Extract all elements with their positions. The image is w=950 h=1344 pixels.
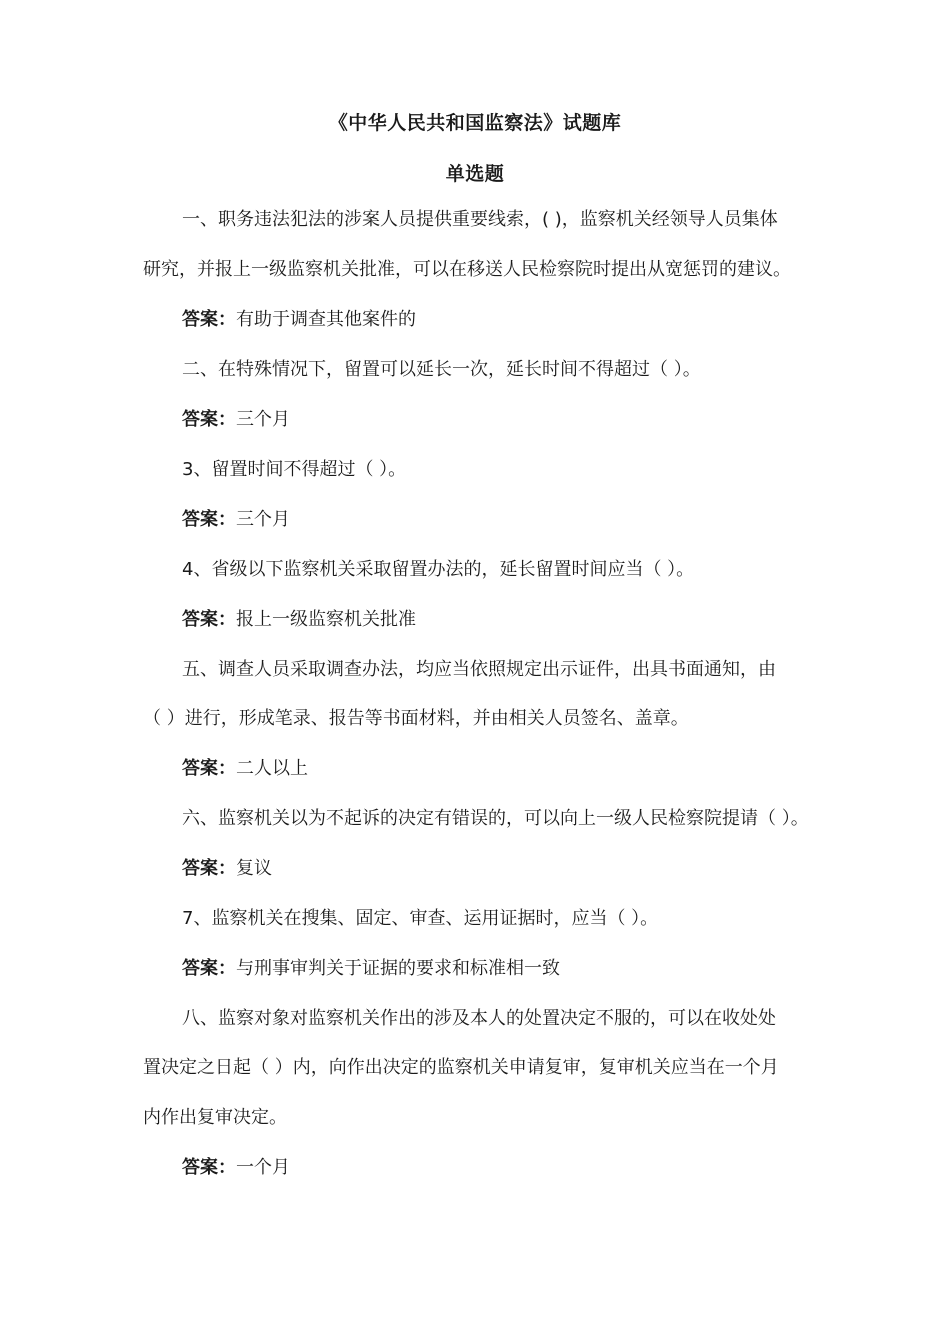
question-4-line-1: 4、省级以下监察机关采取留置办法的，延长留置时间应当（ ）。 — [182, 559, 695, 580]
answer-6 — [182, 857, 272, 881]
answer-label: 答案： — [182, 409, 236, 430]
answer-text: 三个月 — [236, 509, 290, 530]
question-1-line-2: 研究，并报上一级监察机关批准，可以在移送人民检察院时提出从宽惩罚的建议。 — [143, 259, 791, 280]
answer-label: 答案： — [182, 758, 236, 779]
answer-5 — [182, 757, 308, 781]
question-7-line-1: 7、监察机关在搜集、固定、审查、运用证据时，应当（ ）。 — [182, 908, 659, 929]
section-heading: 单选题 — [445, 163, 505, 185]
answer-3 — [182, 508, 290, 532]
question-8-line-3: 内作出复审决定。 — [143, 1107, 287, 1128]
answer-text: 二人以上 — [236, 758, 308, 779]
question-5-line-1: 五、调查人员采取调查办法，均应当依照规定出示证件，出具书面通知，由 — [182, 659, 776, 680]
document-title: 《中华人民共和国监察法》试题库 — [328, 112, 622, 134]
question-2-line-1: 二、在特殊情况下，留置可以延长一次，延长时间不得超过（ ）。 — [182, 359, 701, 380]
answer-text: 与刑事审判关于证据的要求和标准相一致 — [236, 958, 560, 979]
answer-label: 答案： — [182, 609, 236, 630]
answer-text: 报上一级监察机关批准 — [236, 609, 416, 630]
question-6-line-1: 六、监察机关以为不起诉的决定有错误的，可以向上一级人民检察院提请（ ）。 — [182, 808, 809, 829]
question-8-line-2: 置决定之日起（ ）内，向作出决定的监察机关申请复审，复审机关应当在一个月 — [143, 1057, 779, 1078]
question-5-line-2: （ ）进行，形成笔录、报告等书面材料，并由相关人员签名、盖章。 — [143, 708, 689, 729]
answer-label: 答案： — [182, 509, 236, 530]
answer-8 — [182, 1156, 290, 1180]
answer-1 — [182, 308, 416, 332]
answer-text: 有助于调查其他案件的 — [236, 309, 416, 330]
answer-2 — [182, 408, 290, 432]
answer-4 — [182, 608, 416, 632]
answer-text: 一个月 — [236, 1157, 290, 1178]
answer-text: 三个月 — [236, 409, 290, 430]
question-3-line-1: 3、留置时间不得超过（ ）。 — [182, 459, 407, 480]
answer-7 — [182, 957, 560, 981]
question-8-line-1: 八、监察对象对监察机关作出的涉及本人的处置决定不服的，可以在收处处 — [182, 1008, 776, 1029]
answer-label: 答案： — [182, 858, 236, 879]
question-1-line-1: 一、职务违法犯法的涉案人员提供重要线索，( )，监察机关经领导人员集体 — [182, 209, 778, 230]
answer-text: 复议 — [236, 858, 272, 879]
answer-label: 答案： — [182, 309, 236, 330]
answer-label: 答案： — [182, 958, 236, 979]
answer-label: 答案： — [182, 1157, 236, 1178]
